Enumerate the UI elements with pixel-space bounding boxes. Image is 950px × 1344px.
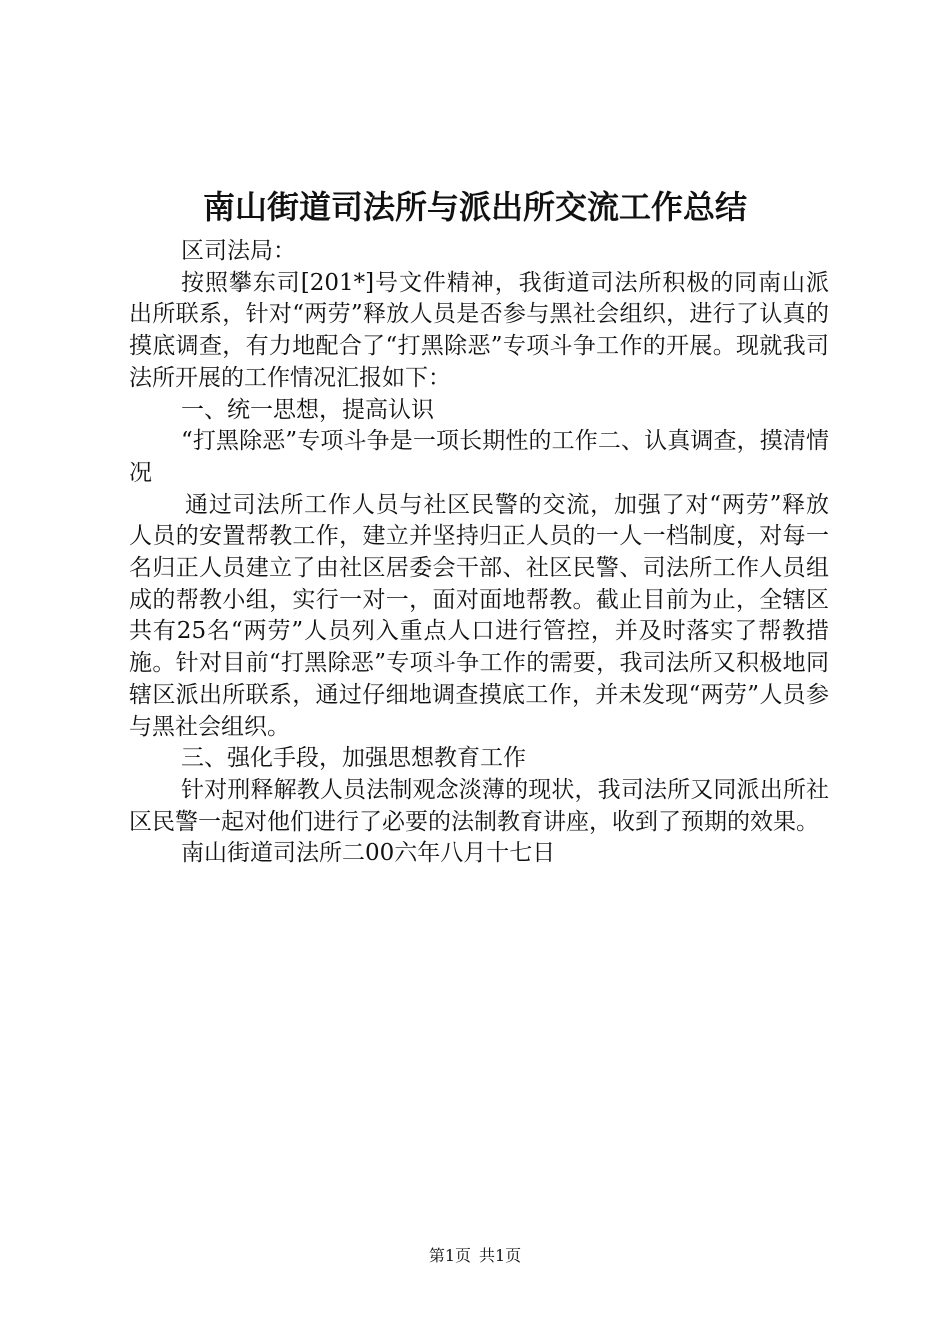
section-heading-three: 三、强化手段，加强思想教育工作 [181,745,526,772]
intro-paragraph: 按照攀东司[201*]号文件精神，我街道司法所积极的同南山派出所联系，针对“两劳”释放人员是否参与黑社会组织，进行了认真的摸底调查，有力地配合了“打黑除恶”专项斗争工作的开展。现就我司法所开展的工作情况汇报如下： [129,269,829,391]
section-heading-one: 一、统一思想，提高认识 [181,396,434,423]
document-title: 南山街道司法所与派出所交流工作总结 [202,188,747,226]
signature-date-line: 南山街道司法所二00六年八月十七日 [181,840,556,867]
salutation: 区司法局： [181,238,296,264]
page-number: 第1页 [428,1246,471,1265]
section-two-paragraph: 通过司法所工作人员与社区民警的交流，加强了对“两劳”释放人员的安置帮教工作，建立并坚持归正人员的一人一档制度，对每一名归正人员建立了由社区居委会干部、社区民警、司法所工作人员组成的帮教小组，实行一对一，面对面地帮教。截止目前为止，全辖区共有25名“两劳”人员列入重点人口进行管控，并及时落实了帮教措施。针对目前“打黑除恶”专项斗争工作的需要，我司法所又积极地同辖区派出所联系，通过仔细地调查摸底工作，并未发现“两劳”人员参与黑社会组织。 [129,491,829,740]
page-footer [0,1244,950,1268]
section-three-paragraph: 针对刑释解教人员法制观念淡薄的现状，我司法所又同派出所社区民警一起对他们进行了必要的法制教育讲座，收到了预期的效果。 [129,776,829,835]
page-total: 共1页 [479,1246,522,1265]
section-one-paragraph: “打黑除恶”专项斗争是一项长期性的工作二、认真调查，摸清情况 [129,428,829,486]
document-body [129,236,829,870]
